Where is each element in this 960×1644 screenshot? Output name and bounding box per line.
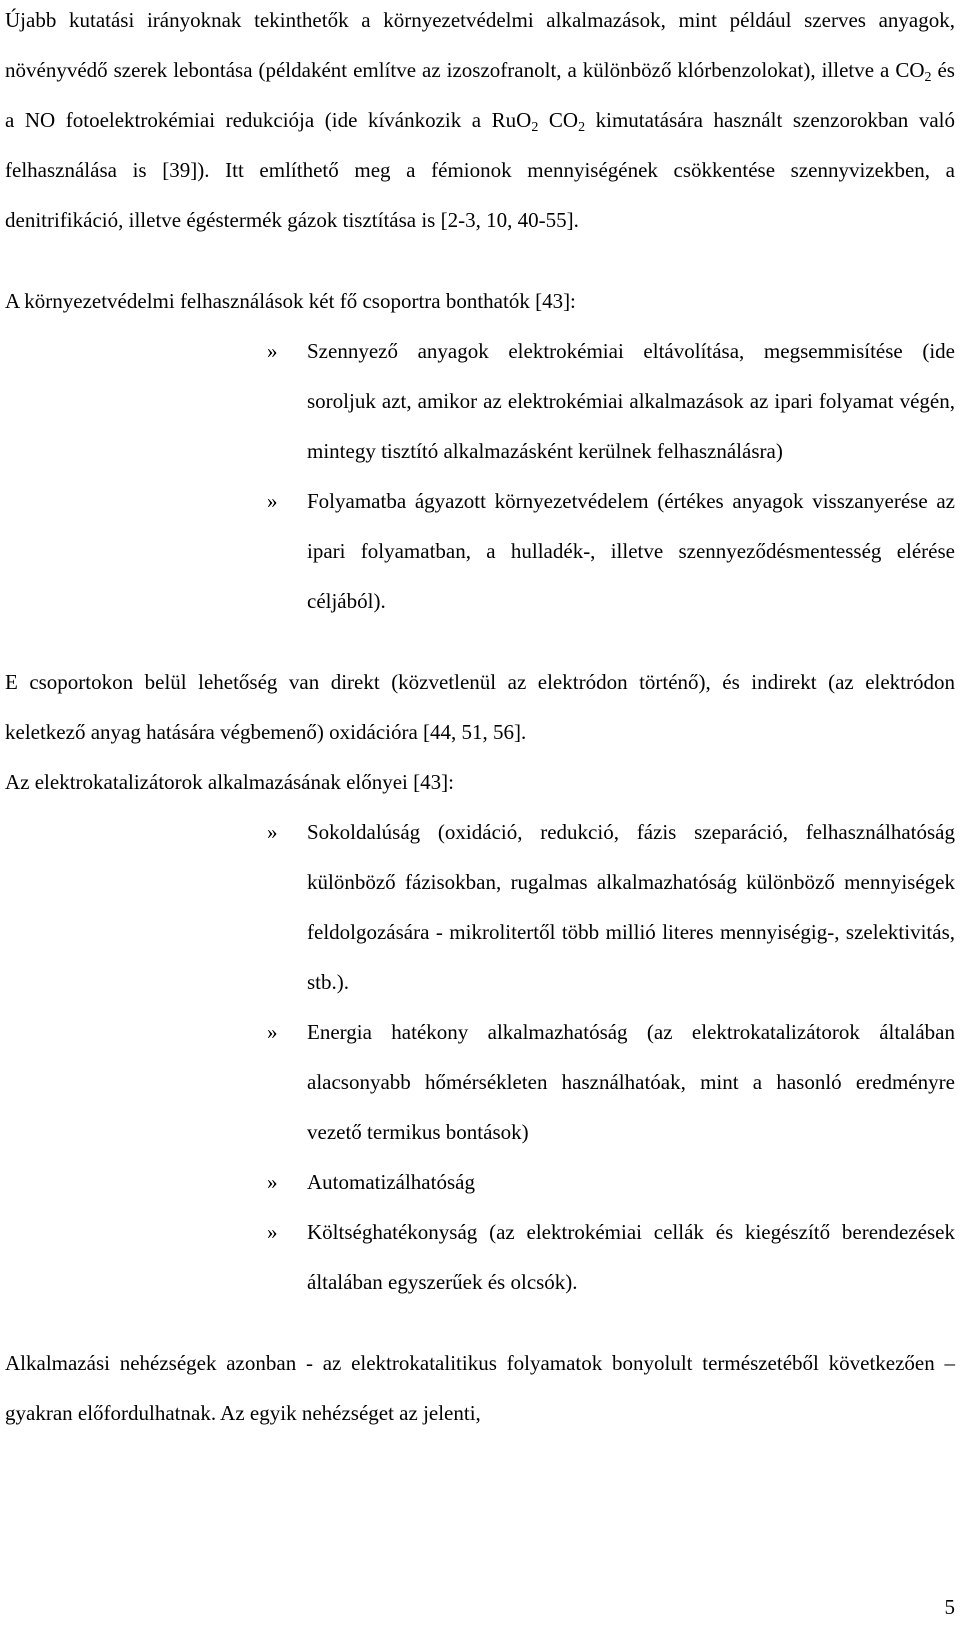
- paragraph-groups-heading: A környezetvédelmi felhasználások két fő csoportra bonthatók [43]:: [5, 289, 576, 313]
- paragraph-oxidation: E csoportokon belül lehetőség van direkt (közvetlenül az elektródon történő), és indirekt (az elektródon keletkező anyag hatására végbemenő) oxidációra [44, 51, 56].: [5, 670, 955, 744]
- list-item: » Folyamatba ágyazott környezetvédelem (értékes anyagok visszanyerése az ipari folyamatban, a hulladék-, illetve szennyeződésmentesség elérése céljából).: [5, 476, 955, 626]
- environmental-uses-list: [5, 326, 955, 626]
- bullet-marker: »: [267, 339, 278, 363]
- bullet-marker: »: [267, 1020, 278, 1044]
- paragraph-advantages-heading: Az elektrokatalizátorok alkalmazásának előnyei [43]:: [5, 770, 454, 794]
- list-item: » Energia hatékony alkalmazhatóság (az elektrokatalizátorok általában alacsonyabb hőmérsékleten használhatóak, mint a hasonló eredményre vezető termikus bontások): [5, 1007, 955, 1157]
- list-item: » Szennyező anyagok elektrokémiai eltávolítása, megsemmisítése (ide soroljuk azt, amikor az elektrokémiai alkalmazások az ipari folyamat végén, mintegy tisztító alkalmazásként kerülnek felhasználásra): [5, 326, 955, 476]
- paragraph-difficulties: Alkalmazási nehézségek azonban - az elektrokatalitikus folyamatok bonyolult természetéből következően – gyakran előfordulhatnak. Az egyik nehézséget az jelenti,: [5, 1351, 955, 1425]
- list-item: » Költséghatékonyság (az elektrokémiai cellák és kiegészítő berendezések általában egyszerűek és olcsók).: [5, 1207, 955, 1307]
- paragraph-intro: Újabb kutatási irányoknak tekinthetők a környezetvédelmi alkalmazások, mint például szerves anyagok, növényvédő szerek lebontása (példaként említve az izoszofranolt, a különböző klórbenzolokat), illetve a $CO_2$ és a NO fotoelektrokémiai redukciója (ide kívánkozik a RuO$_2$ $CO_2$ kimutatására használt szenzorokban való felhasználása is [39]). Itt említhető meg a fémionok mennyiségének csökkentése szennyvizekben, a denitrifikáció, illetve égéstermék gázok tisztítása is [2-3, 10, 40-55].: [5, 8, 955, 232]
- bullet-marker: »: [267, 489, 278, 513]
- list-item: » Automatizálhatóság: [5, 1157, 955, 1207]
- advantages-list: [5, 807, 955, 1307]
- bullet-marker: »: [267, 1220, 278, 1244]
- document-page: [5, 0, 955, 1438]
- page-number: 5: [944, 1595, 955, 1619]
- bullet-marker: »: [267, 1170, 278, 1194]
- list-item: » Sokoldalúság (oxidáció, redukció, fázis szeparáció, felhasználhatóság különböző fázisokban, rugalmas alkalmazhatóság különböző mennyiségek feldolgozására - mikrolitertől több millió literes mennyiségig-, szelektivitás, stb.).: [5, 807, 955, 1007]
- bullet-marker: »: [267, 820, 278, 844]
